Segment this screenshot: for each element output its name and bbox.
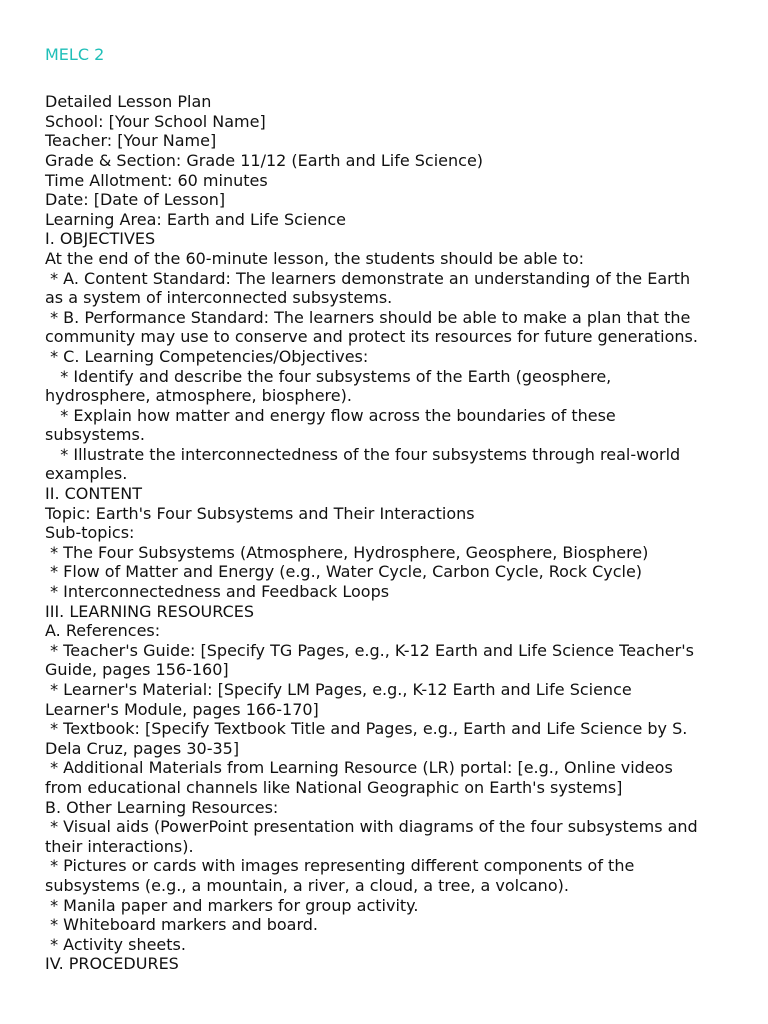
document-line: examples. xyxy=(45,464,128,484)
document-body xyxy=(45,92,735,974)
melc-heading: MELC 2 xyxy=(45,45,105,64)
document-line: * Activity sheets. xyxy=(45,934,186,954)
document-line: community may use to conserve and protect its resources for future generations. xyxy=(45,327,698,347)
document-line: * Visual aids (PowerPoint presentation with diagrams of the four subsystems and xyxy=(45,817,698,837)
document-line: * Whiteboard markers and board. xyxy=(45,915,318,935)
document-line: * Additional Materials from Learning Resource (LR) portal: [e.g., Online videos xyxy=(45,758,673,778)
document-line: from educational channels like National Geographic on Earth's systems] xyxy=(45,777,623,797)
document-line: their interactions). xyxy=(45,836,194,856)
document-line: hydrosphere, atmosphere, biosphere). xyxy=(45,386,352,406)
document-line: Guide, pages 156-160] xyxy=(45,660,229,680)
document-line: * B. Performance Standard: The learners should be able to make a plan that the xyxy=(45,307,691,327)
document-line: Dela Cruz, pages 30-35] xyxy=(45,738,240,758)
document-line: * Explain how matter and energy flow across the boundaries of these xyxy=(45,405,616,425)
document-line: B. Other Learning Resources: xyxy=(45,797,279,817)
document-line: Detailed Lesson Plan xyxy=(45,92,212,112)
document-line: * Interconnectedness and Feedback Loops xyxy=(45,582,390,602)
document-line: Teacher: [Your Name] xyxy=(45,131,217,151)
document-line: I. OBJECTIVES xyxy=(45,229,156,249)
document-line: III. LEARNING RESOURCES xyxy=(45,601,254,621)
document-line: * Teacher's Guide: [Specify TG Pages, e.g., K-12 Earth and Life Science Teacher's xyxy=(45,640,694,660)
document-line: * Illustrate the interconnectedness of the four subsystems through real-world xyxy=(45,444,681,464)
document-line: At the end of the 60-minute lesson, the students should be able to: xyxy=(45,248,585,268)
document-line: * Manila paper and markers for group activity. xyxy=(45,895,419,915)
document-line: subsystems. xyxy=(45,425,145,445)
document-line: Learning Area: Earth and Life Science xyxy=(45,209,346,229)
document-line: * The Four Subsystems (Atmosphere, Hydrosphere, Geosphere, Biosphere) xyxy=(45,542,649,562)
document-line: Sub-topics: xyxy=(45,523,135,543)
document-line: School: [Your School Name] xyxy=(45,111,266,131)
document-line: * Flow of Matter and Energy (e.g., Water Cycle, Carbon Cycle, Rock Cycle) xyxy=(45,562,643,582)
document-page xyxy=(45,45,735,974)
document-line: as a system of interconnected subsystems. xyxy=(45,288,393,308)
document-line: Date: [Date of Lesson] xyxy=(45,190,226,210)
document-line: subsystems (e.g., a mountain, a river, a cloud, a tree, a volcano). xyxy=(45,875,569,895)
document-line: IV. PROCEDURES xyxy=(45,954,179,974)
document-line: * C. Learning Competencies/Objectives: xyxy=(45,346,369,366)
document-line: II. CONTENT xyxy=(45,484,142,504)
heading-spacer xyxy=(45,65,735,93)
document-line: A. References: xyxy=(45,621,161,641)
document-line: * Learner's Material: [Specify LM Pages, e.g., K-12 Earth and Life Science xyxy=(45,680,632,699)
document-line: Learner's Module, pages 166-170] xyxy=(45,699,319,719)
document-line: * Textbook: [Specify Textbook Title and Pages, e.g., Earth and Life Science by S. xyxy=(45,719,688,739)
document-line: * A. Content Standard: The learners demonstrate an understanding of the Earth xyxy=(45,268,691,288)
document-line: * Identify and describe the four subsystems of the Earth (geosphere, xyxy=(45,366,612,386)
document-line: Grade & Section: Grade 11/12 (Earth and Life Science) xyxy=(45,150,484,170)
document-line: Topic: Earth's Four Subsystems and Their Interactions xyxy=(45,503,475,523)
document-line: Time Allotment: 60 minutes xyxy=(45,170,268,190)
document-line: * Pictures or cards with images representing different components of the xyxy=(45,856,635,876)
